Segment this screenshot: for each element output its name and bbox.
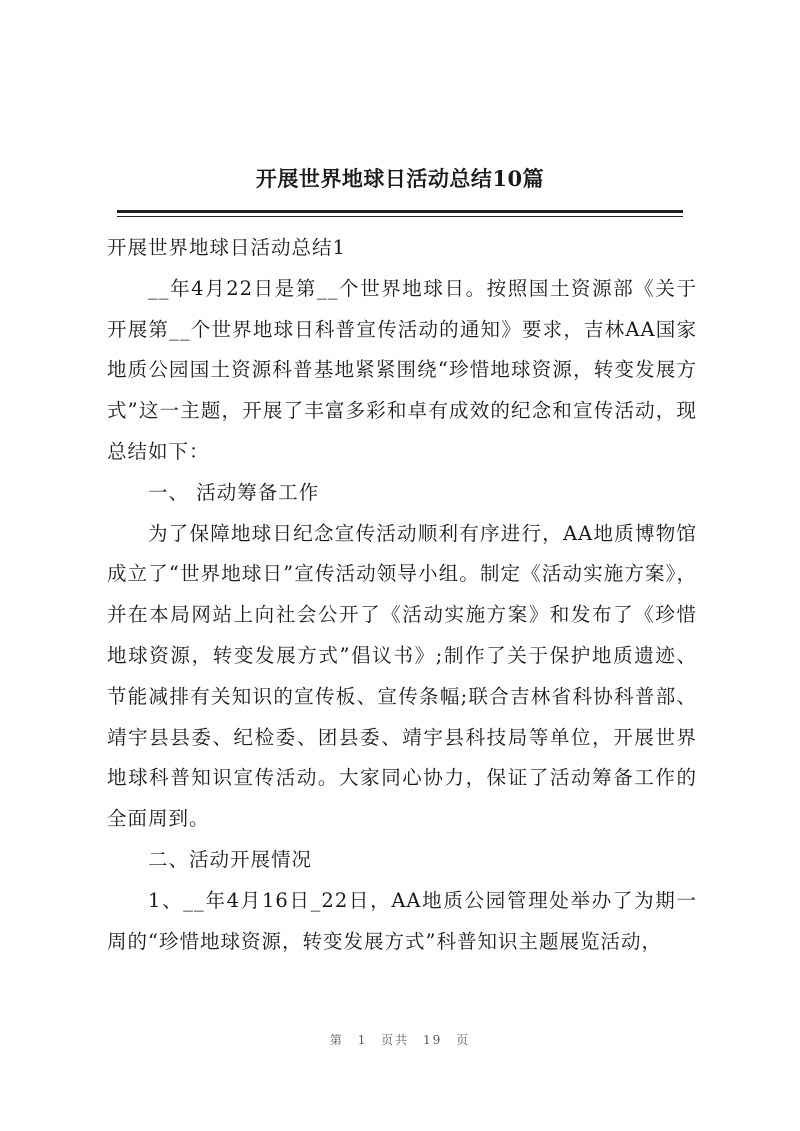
document-body: [107, 228, 697, 962]
paragraph-intro: __年4月22日是第__个世界地球日。按照国土资源部《关于开展第__个世界地球日科普宣传活动的通知》要求，吉林AA国家地质公园国土资源科普基地紧紧围绕“珍惜地球资源，转变发展方式”这一主题，开展了丰富多彩和卓有成效的纪念和宣传活动，现总结如下：: [107, 276, 697, 463]
page-title: 开展世界地球日活动总结10篇: [255, 166, 545, 191]
title-divider-thin: [117, 216, 683, 217]
subheading-preparation: 一、 活动筹备工作: [148, 480, 320, 504]
paragraph-activities: 1、__年4月16日_22日，AA地质公园管理处举办了为期一周的“珍惜地球资源，转变发展方式”科普知识主题展览活动，: [107, 888, 697, 953]
title-divider: [117, 210, 683, 213]
paragraph-preparation: 为了保障地球日纪念宣传活动顺利有序进行，AA地质博物馆成立了“世界地球日”宣传活动领导小组。制定《活动实施方案》，并在本局网站上向社会公开了《活动实施方案》和发布了《珍惜地球资源，转变发展方式”倡议书》;制作了关于保护地质遗迹、节能减排有关知识的宣传板、宣传条幅;联合吉林省科协科普部、靖宇县县委、纪检委、团县委、靖宇县科技局等单位，开展世界地球科普知识宣传活动。大家同心协力，保证了活动筹备工作的全面周到。: [107, 521, 697, 831]
subheading-activities: 二、活动开展情况: [148, 847, 313, 871]
page-number-footer: 第 1 页共 19 页: [329, 1033, 471, 1047]
section-heading: 开展世界地球日活动总结1: [107, 236, 346, 259]
